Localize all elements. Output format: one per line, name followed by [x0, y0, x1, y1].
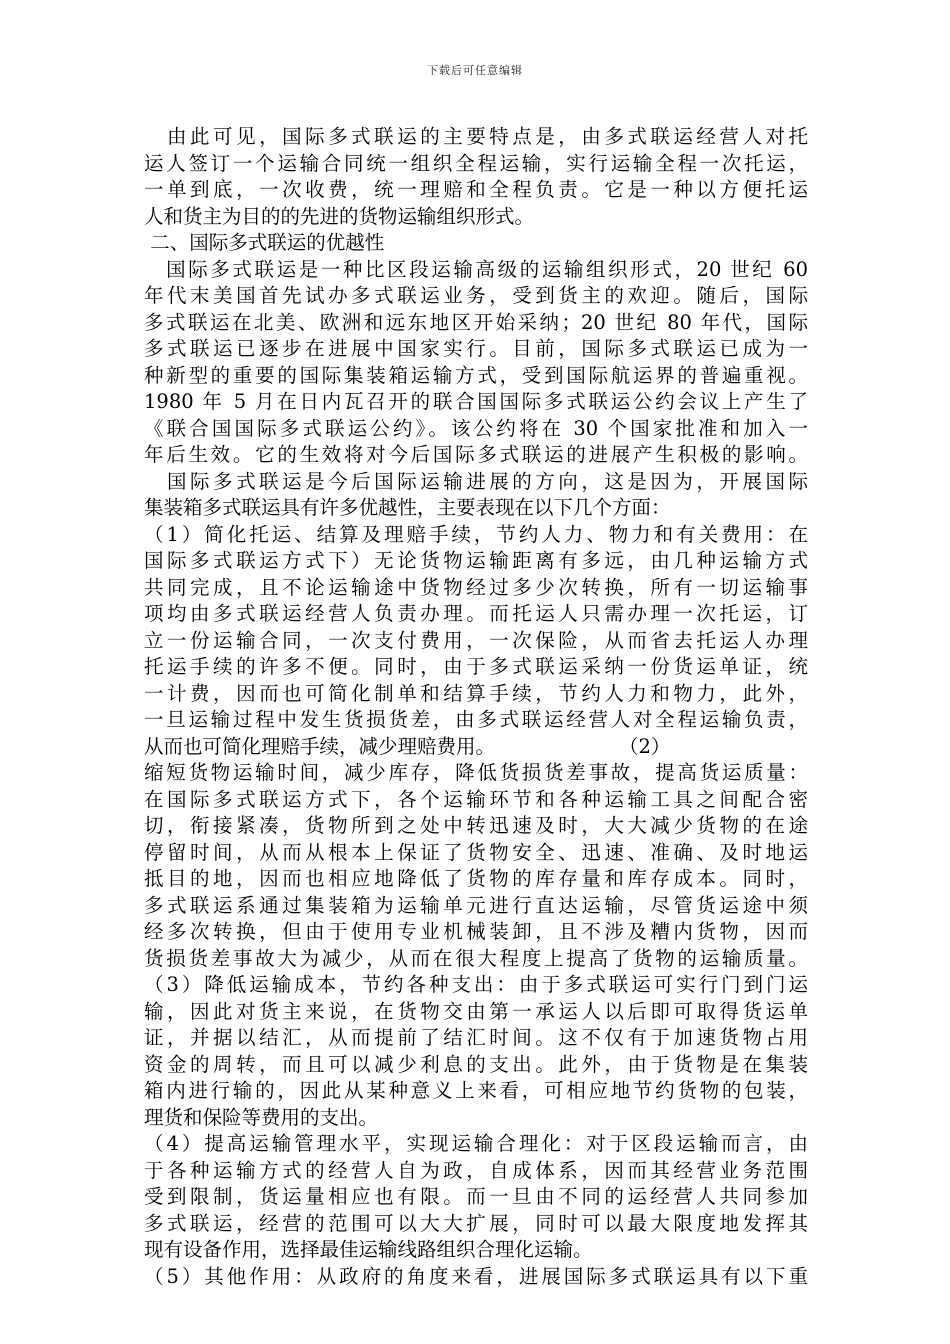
text-line: 于各种运输方式的经营人自为政，自成体系，因而其经营业务范围	[144, 1158, 808, 1182]
text-line: 项均由多式联运经营人负责办理。而托运人只需办理一次托运，订	[144, 602, 808, 625]
text-line: （1）简化托运、结算及理赔手续，节约人力、物力和有关费用：在	[144, 522, 808, 546]
text-line: 年代末美国首先试办多式联运业务，受到货主的欢迎。随后，国际	[144, 284, 808, 307]
text-line: 抵目的地，因而也相应地降低了货物的库存量和库存成本。同时，	[144, 867, 808, 890]
text-line: 停留时间，从而从根本上保证了货物安全、迅速、准确、及时地运	[144, 840, 808, 864]
text-line: 1980 年 5 月在日内瓦召开的联合国国际多式联运公约会议上产生了	[144, 390, 808, 413]
text-line: 货损货差事故大为减少，从而在很大程度上提高了货物的运输质量。	[144, 946, 808, 970]
text-line: 二、国际多式联运的优越性	[144, 231, 385, 254]
text-line: 一计费，因而也可简化制单和结算手续，节约人力和物力，此外，	[144, 681, 808, 705]
text-line: 《联合国国际多式联运公约》。该公约将在 30 个国家批准和加入一	[144, 416, 808, 440]
text-line: 切，衔接紧凑，货物所到之处中转迅速及时，大大减少货物的在途	[144, 814, 808, 837]
text-line: 证，并据以结汇，从而提前了结汇时间。这不仅有于加速货物占用	[144, 1026, 808, 1049]
text-line: 受到限制，货运量相应也有限。而一旦由不同的运经营人共同参加	[144, 1185, 808, 1208]
text-line: 多式联运系通过集装箱为运输单元进行直达运输，尽管货运途中须	[144, 893, 808, 917]
text-line: 共同完成，且不论运输途中货物经过多少次转换，所有一切运输事	[144, 575, 808, 599]
text-line: 人和货主为目的的先进的货物运输组织形式。	[144, 204, 535, 228]
text-line: 由此可见，国际多式联运的主要特点是，由多式联运经营人对托	[144, 125, 808, 148]
page-header: 下载后可任意编辑	[427, 64, 523, 77]
text-line: 多式联运已逐步在进展中国家实行。目前，国际多式联运已成为一	[144, 337, 808, 360]
text-line: （3）降低运输成本，节约各种支出：由于多式联运可实行门到门运	[144, 973, 808, 996]
text-line: 种新型的重要的国际集装箱运输方式，受到国际航运界的普遍重视。	[144, 363, 808, 387]
text-line: 现有设备作用，选择最佳运输线路组织合理化运输。	[144, 1238, 593, 1261]
text-line: 国际多式联运方式下）无论货物运输距离有多远，由几种运输方式	[144, 549, 808, 572]
text-line: 一单到底，一次收费，统一理赔和全程负责。它是一种以方便托运	[144, 178, 808, 201]
text-line: 理货和保险等费用的支出。	[144, 1105, 379, 1129]
text-line: 资金的周转，而且可以减少利息的支出。此外，由于货物是在集装	[144, 1052, 808, 1076]
text-line: 集装箱多式联运具有许多优越性，主要表现在以下几个方面：	[144, 496, 671, 519]
text-line: （4）提高运输管理水平，实现运输合理化：对于区段运输而言，由	[144, 1132, 808, 1155]
text-line: 国际多式联运是一种比区段运输高级的运输组织形式，20 世纪 60	[144, 257, 808, 281]
text-line: 在国际多式联运方式下，各个运输环节和各种运输工具之间配合密	[144, 787, 808, 811]
text-line: 多式联运，经营的范围可以大大扩展，同时可以最大限度地发挥其	[144, 1211, 808, 1235]
text-line: 箱内进行输的，因此从某种意义上来看，可相应地节约货物的包装，	[144, 1079, 808, 1102]
text-line: 缩短货物运输时间，减少库存，降低货损货差事故，提高货运质量：	[144, 761, 808, 784]
text-line: 从而也可简化理赔手续，减少理赔费用。 （2）	[144, 734, 671, 758]
text-line: 多式联运在北美、欧洲和远东地区开始采纳；20 世纪 80 年代，国际	[144, 310, 808, 334]
text-line: 国际多式联运是今后国际运输进展的方向，这是因为，开展国际	[144, 469, 808, 493]
text-line: 托运手续的许多不便。同时，由于多式联运采纳一份货运单证，统	[144, 655, 808, 678]
text-line: 输，因此对货主来说，在货物交由第一承运人以后即可取得货运单	[144, 999, 808, 1023]
text-line: 运人签订一个运输合同统一组织全程运输，实行运输全程一次托运，	[144, 151, 808, 175]
text-line: 经多次转换，但由于使用专业机械装卸，且不涉及糟内货物，因而	[144, 920, 808, 943]
text-line: 年后生效。它的生效将对今后国际多式联运的进展产生积极的影响。	[144, 443, 808, 466]
text-line: （5）其他作用：从政府的角度来看，进展国际多式联运具有以下重	[144, 1264, 808, 1288]
text-line: 立一份运输合同，一次支付费用，一次保险，从而省去托运人办理	[144, 628, 808, 652]
document-body	[144, 124, 808, 1290]
text-line: 一旦运输过程中发生货损货差，由多式联运经营人对全程运输负责，	[144, 708, 808, 731]
